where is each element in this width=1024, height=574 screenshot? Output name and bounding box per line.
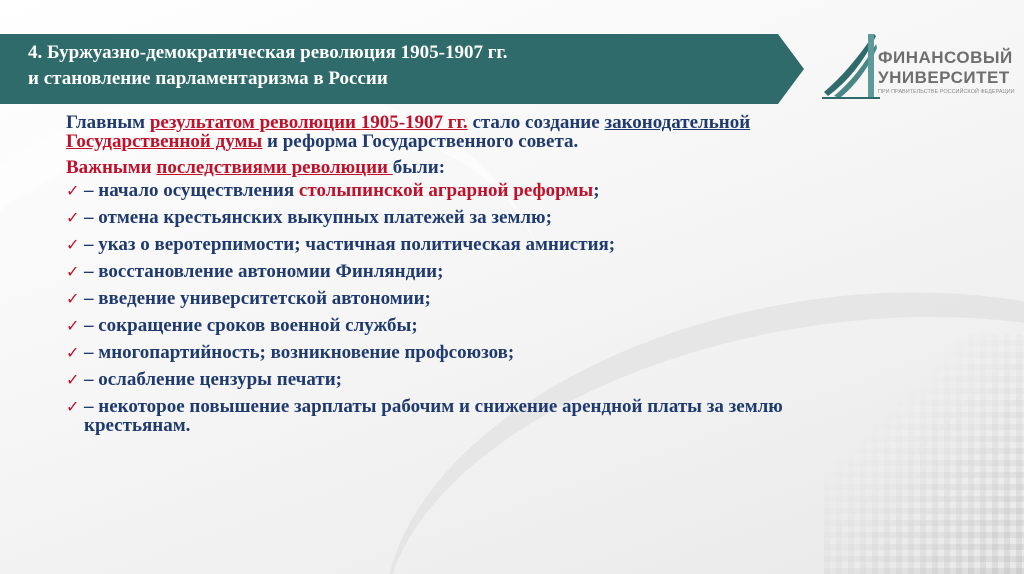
checkmark-icon: ✓ (66, 289, 80, 308)
logo-text-line1: ФИНАНСОВЫЙ (878, 48, 1013, 67)
list-item-text: – ослабление цензуры печати; (84, 369, 342, 390)
university-logo (822, 30, 1022, 102)
intro-underlined: законодательной (604, 112, 751, 133)
checkmark-icon: ✓ (66, 235, 80, 254)
list-item (66, 289, 806, 308)
list-item (66, 208, 806, 227)
list-item-text: ; (593, 180, 600, 201)
slide-title (28, 40, 788, 92)
list-item-highlight: столыпинской аграрной реформы (298, 180, 594, 201)
list-item (66, 370, 806, 389)
list-item (66, 262, 806, 281)
checkmark-icon: ✓ (66, 397, 80, 416)
checkmark-icon: ✓ (66, 316, 80, 335)
list-item-text: – начало осуществления (84, 180, 299, 201)
slide-content (66, 113, 806, 443)
list-item (66, 181, 806, 200)
consequences-list (66, 181, 806, 435)
checkmark-icon: ✓ (66, 181, 80, 200)
intro-text: стало создание (467, 112, 605, 133)
list-item-text: – некоторое повышение зарплаты рабочим и снижение арендной платы за землю крестьянам. (84, 396, 783, 436)
logo-text-line3: ПРИ ПРАВИТЕЛЬСТВЕ РОССИЙСКОЙ ФЕДЕРАЦИИ (878, 89, 1015, 95)
intro-highlight: результатом революции (149, 112, 361, 133)
list-item (66, 397, 806, 435)
list-item-text: – отмена крестьянских выкупных платежей за землю; (84, 207, 552, 228)
logo-emblem-icon (822, 30, 882, 100)
consequences-heading (66, 157, 806, 179)
list-item-text: – восстановление автономии Финляндии; (84, 261, 444, 282)
list-item (66, 235, 806, 254)
intro-duma: Государственной думы (66, 131, 263, 152)
consequences-word: Важными (66, 157, 157, 178)
consequences-highlight: последствиями революции (156, 157, 393, 178)
list-item (66, 343, 806, 362)
checkmark-icon: ✓ (66, 370, 80, 389)
checkmark-icon: ✓ (66, 208, 80, 227)
intro-years: 1905-1907 гг. (360, 112, 468, 133)
intro-text: и реформа Государственного совета. (262, 131, 579, 152)
background-pixel-pattern (824, 334, 1024, 574)
list-item-text: – указ о веротерпимости; частичная политическая амнистия; (84, 234, 616, 255)
consequences-word: были: (392, 157, 446, 178)
checkmark-icon: ✓ (66, 262, 80, 281)
logo-text-line2: УНИВЕРСИТЕТ (878, 68, 1010, 87)
list-item-text: – многопартийность; возникновение профсоюзов; (84, 342, 515, 363)
intro-text: Главным (66, 112, 150, 133)
list-item (66, 316, 806, 335)
slide-title-line2: и становление парламентаризма в России (28, 68, 388, 89)
list-item-text: – введение университетской автономии; (84, 288, 431, 309)
slide-title-line1: 4. Буржуазно-демократическая революция 1905-1907 гг. (28, 42, 508, 63)
intro-paragraph (66, 113, 806, 151)
checkmark-icon: ✓ (66, 343, 80, 362)
list-item-text: – сокращение сроков военной службы; (84, 315, 418, 336)
